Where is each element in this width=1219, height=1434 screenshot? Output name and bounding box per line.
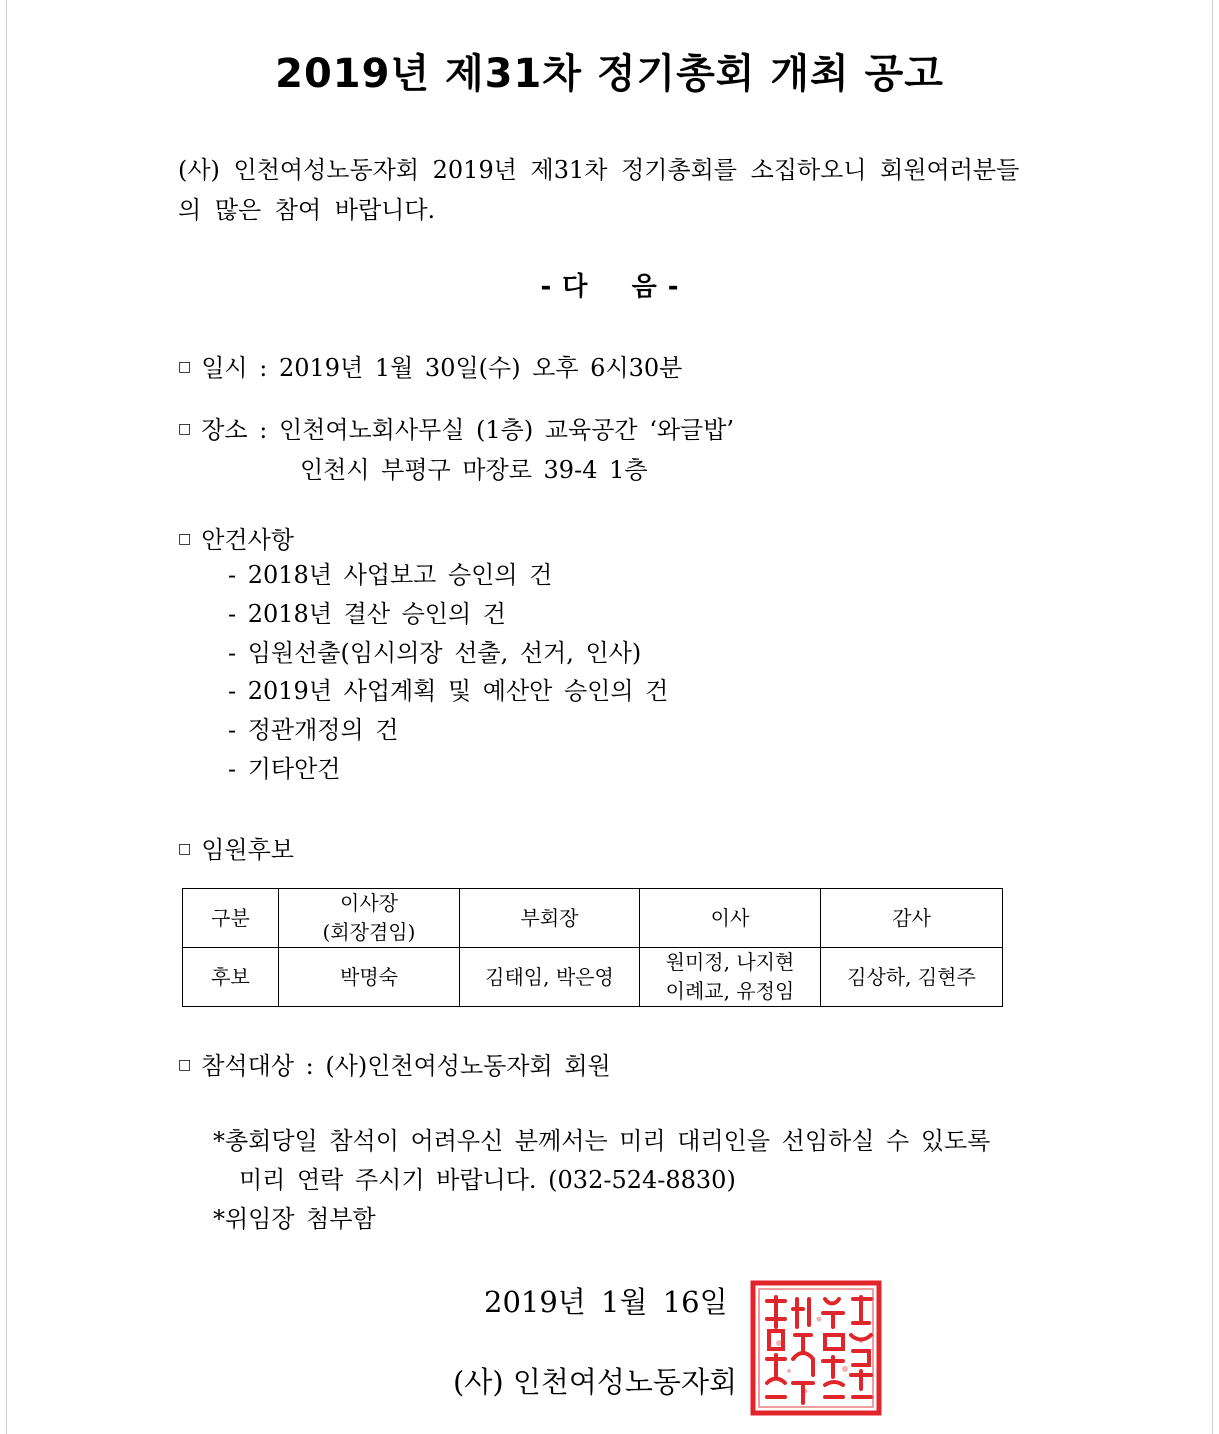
agenda-item: - 2019년 사업계획 및 예산안 승인의 건	[228, 677, 669, 706]
row-label-candidate: 후보	[183, 948, 279, 1007]
seal-ink-texture	[776, 1317, 863, 1394]
seal-glyphs	[767, 1297, 871, 1403]
header-cell-auditor: 감사	[821, 889, 1003, 948]
agenda-item: - 임원선출(임시의장 선출, 선거, 인사)	[228, 638, 642, 667]
agenda-item: - 2018년 사업보고 승인의 건	[228, 561, 553, 589]
document-title: 2019년 제31차 정기총회 개최 공고	[275, 51, 944, 97]
note-line-3: *위임장 첨부함	[213, 1205, 376, 1233]
square-bullet-icon: □	[178, 840, 192, 857]
candidates-label: 임원후보	[201, 836, 294, 864]
candidates-table	[182, 888, 1003, 1007]
note-line-2: 미리 연락 주시기 바랍니다. (032-524-8830)	[239, 1166, 736, 1194]
director-candidates-line-2: 이례교, 유정임	[665, 979, 795, 1003]
agenda-heading	[178, 520, 294, 555]
agenda-label: 안건사항	[201, 526, 294, 554]
intro-line-2: 의 많은 참여 바랍니다.	[178, 196, 436, 224]
header-cell-category: 구분	[183, 889, 279, 948]
cell-auditor-candidates: 김상하, 김현주	[821, 948, 1003, 1007]
header-cell-chairman	[279, 889, 460, 948]
place-line	[178, 410, 734, 445]
agenda-item: - 정관개정의 건	[228, 716, 399, 745]
cell-vice-president-candidates: 김태임, 박은영	[460, 948, 640, 1007]
intro-paragraph	[178, 150, 1048, 230]
header-chairman-title: 이사장	[340, 891, 398, 915]
header-cell-vice-president: 부회장	[460, 889, 640, 948]
organization-name: (사) 인천여성노동자회	[453, 1365, 737, 1399]
candidates-heading	[178, 830, 294, 865]
intro-line-1: (사) 인천여성노동자회 2019년 제31차 정기총회를 소집하오니 회원여러분들	[178, 156, 1020, 184]
table-header-row	[183, 889, 1003, 948]
official-seal-stamp	[749, 1279, 883, 1417]
attendees-text: 참석대상 : (사)인천여성노동자회 회원	[201, 1052, 611, 1080]
heading-next-text: - 다 음 -	[540, 272, 679, 302]
table-row	[183, 948, 1003, 1007]
datetime-line	[178, 348, 682, 383]
header-cell-director: 이사	[640, 889, 821, 948]
square-bullet-icon: □	[178, 358, 192, 375]
place-text: 장소 : 인천여노회사무실 (1층) 교육공간 ‘와글밥’	[201, 416, 735, 444]
place-address: 인천시 부평구 마장로 39-4 1층	[300, 456, 648, 484]
agenda-item: - 기타안건	[228, 754, 341, 783]
cell-chairman-candidate: 박명숙	[279, 948, 460, 1007]
square-bullet-icon: □	[178, 420, 192, 437]
datetime-text: 일시 : 2019년 1월 30일(수) 오후 6시30분	[201, 354, 683, 382]
cell-director-candidates	[640, 948, 821, 1007]
director-candidates-line-1: 원미정, 나지현	[665, 950, 795, 974]
heading-next	[0, 266, 1219, 303]
agenda-item: - 2018년 결산 승인의 건	[228, 599, 506, 628]
note-line-1: *총회당일 참석이 어려우신 분께서는 미리 대리인을 선임하실 수 있도록	[213, 1127, 991, 1155]
notes-block	[213, 1122, 990, 1239]
issue-date: 2019년 1월 16일	[484, 1285, 728, 1319]
header-chairman-note: (회장겸임)	[322, 920, 416, 944]
attendees-line	[178, 1046, 611, 1081]
agenda-list	[228, 556, 668, 789]
square-bullet-icon: □	[178, 530, 192, 547]
square-bullet-icon: □	[178, 1056, 192, 1073]
